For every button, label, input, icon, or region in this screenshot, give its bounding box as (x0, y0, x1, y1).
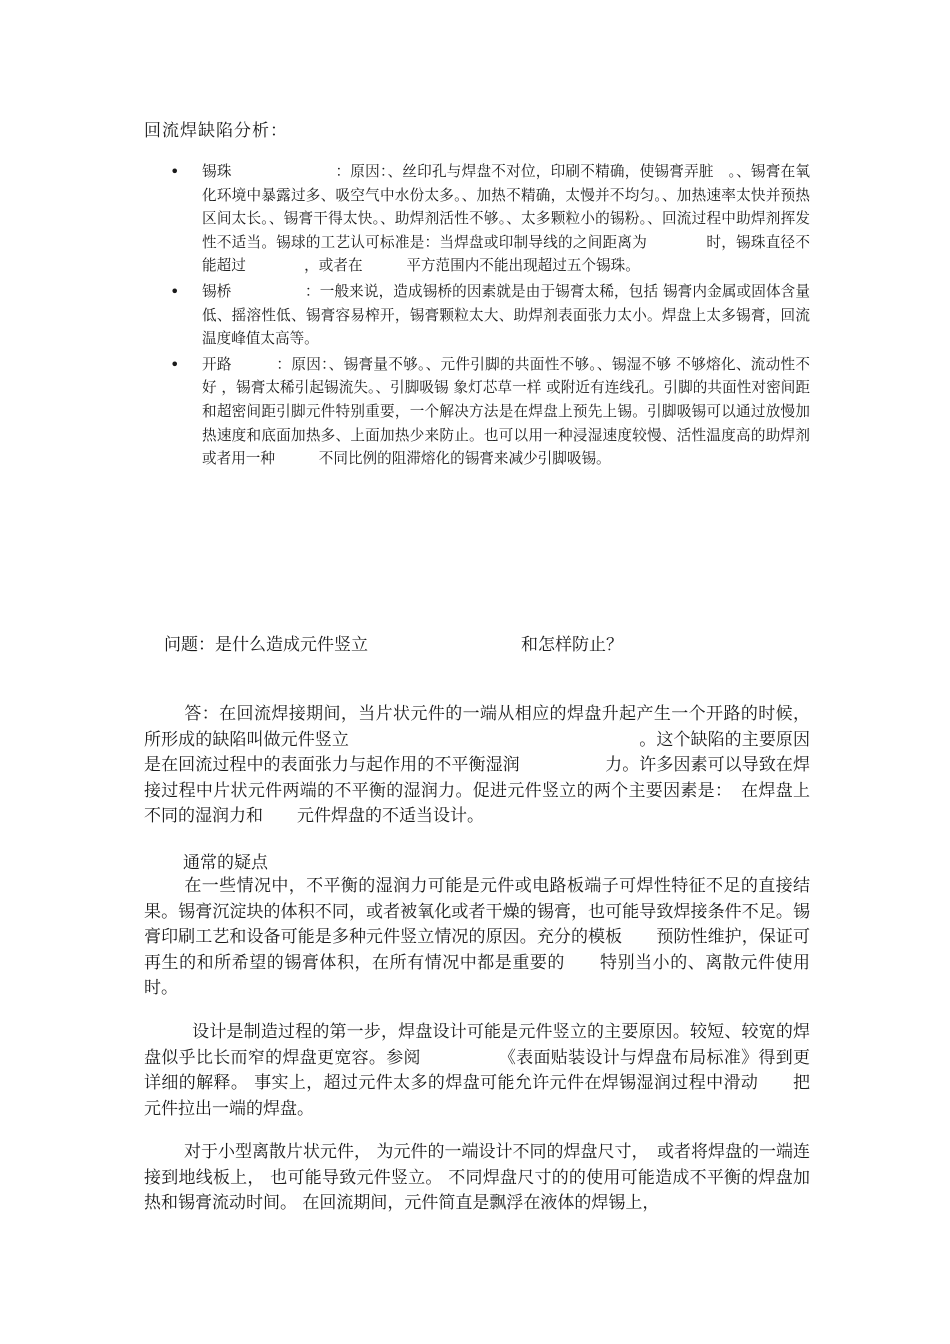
page-title: 回流焊缺陷分析： (144, 121, 288, 141)
defect-solder-ball: 锡珠 ：原因：、丝印孔与焊盘不对位，印刷不精确，使锡膏弄脏 。、锡膏在氧化环境中暴露过多、吸空气中水份太多。、加热不精确，太慢并不均匀。、加热速率太快并预热区间太长。、锡膏干得太快。、助焊剂活性不够。、太多颗粒小的锡粉。、回流过程中助焊剂挥发性不适当。锡球的工艺认可标准是：当焊盘或印制导线的之间距离为 时，锡珠直径不能超过 ，或者在 平方范围内不能出现超过五个锡珠。 (202, 163, 810, 275)
section-heading: 通常的疑点 (183, 853, 268, 873)
defect-solder-bridge: 锡桥 ：一般来说，造成锡桥的因素就是由于锡膏太稀，包括 锡膏内金属或固体含量低、摇溶性低、锡膏容易榨开，锡膏颗粒太大、助焊剂表面张力太小。焊盘上太多锡膏，回流温度峰值太高等。 (202, 282, 810, 348)
list-item (170, 280, 810, 351)
answer-paragraph (144, 702, 810, 830)
question-heading: 问题：是什么造成元件竖立 和怎样防止？ (164, 635, 623, 655)
common-paragraph (144, 874, 810, 1002)
bullet-icon: • (170, 162, 180, 181)
common-text: 在一些情况中，不平衡的湿润力可能是元件或电路板端子可焊性特征不足的直接结果。锡膏沉淀块的体积不同，或者被氧化或者干燥的锡膏，也可能导致焊接条件不足。锡膏印刷工艺和设备可能是多种元件竖立情况的原因。充分的模板 预防性维护，保证可再生的和所希望的锡膏体积，在所有情况中都是重要的 特别当小的、离散元件使用时。 (144, 876, 810, 998)
list-item (170, 353, 810, 471)
design-text: 设计是制造过程的第一步，焊盘设计可能是元件竖立的主要原因。较短、较宽的焊盘似乎比长而窄的焊盘更宽容。参阅 《表面贴装设计与焊盘布局标准》得到更详细的解释。 事实上，超过元件太多的焊盘可能允许元件在焊锡湿润过程中滑动 把元件拉出一端的焊盘。 (144, 1022, 810, 1119)
small-component-paragraph (144, 1140, 810, 1217)
defect-open-circuit: 开路 ：原因：、锡膏量不够。、元件引脚的共面性不够。、锡湿不够 不够熔化、流动性不好 ，锡膏太稀引起锡流失。、引脚吸锡 象灯芯草一样 或附近有连线孔。引脚的共面性对密间距和超密间距引脚元件特别重要，一个解决方法是在焊盘上预先上锡。引脚吸锡可以通过放慢加热速度和底面加热多、上面加热少来防止。也可以用一种浸湿速度较慢、活性温度高的助焊剂或者用一种 不同比例的阻滞熔化的锡膏来减少引脚吸锡。 (202, 355, 810, 468)
list-item (170, 160, 810, 278)
small-component-text: 对于小型离散片状元件， 为元件的一端设计不同的焊盘尺寸， 或者将焊盘的一端连接到地线板上， 也可能导致元件竖立。 不同焊盘尺寸的的使用可能造成不平衡的焊盘加热和锡膏流动时间。 在回流期间，元件简直是飘浮在液体的焊锡上， (144, 1142, 810, 1213)
bullet-icon: • (170, 281, 180, 301)
answer-text: 答：在回流焊接期间，当片状元件的一端从相应的焊盘升起产生一个开路的时候，所形成的缺陷叫做元件竖立 。这个缺陷的主要原因是在回流过程中的表面张力与起作用的不平衡湿润 力。许多因素可以导致在焊接过程中片状元件两端的不平衡的湿润力。促进元件竖立的两个主要因素是： 在焊盘上不同的湿润力和 元件焊盘的不适当设计。 (144, 704, 810, 826)
design-paragraph (144, 1020, 810, 1122)
bullet-icon: • (170, 354, 180, 374)
defect-list (170, 160, 810, 471)
